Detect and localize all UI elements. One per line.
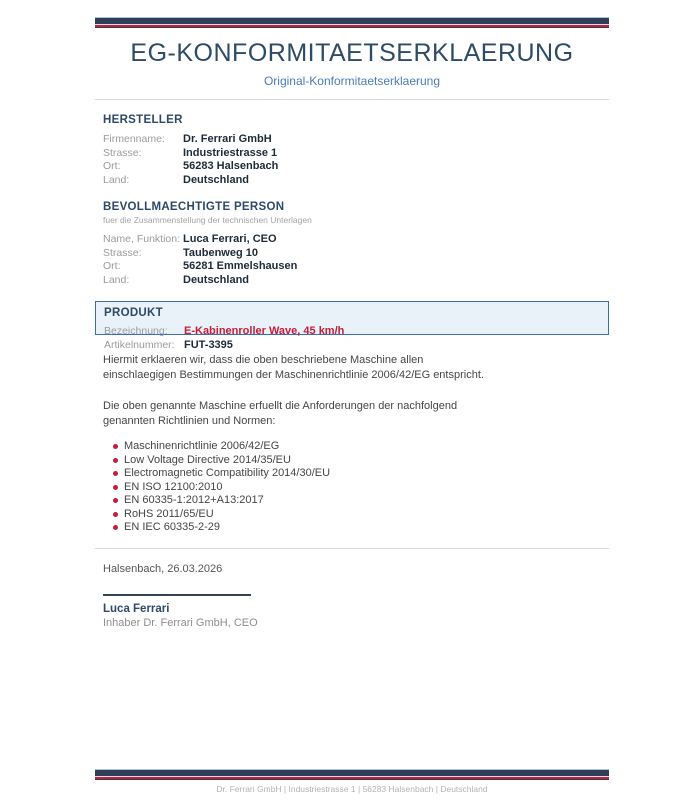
bullet-dot-icon — [113, 485, 118, 490]
page-footer — [95, 769, 609, 794]
field-row-land — [95, 274, 609, 288]
field-value: 56283 Halsenbach — [183, 160, 279, 172]
paragraph-line: Die oben genannte Maschine erfuellt die Anforderungen der nachfolgend — [103, 400, 458, 412]
standard-item — [95, 495, 609, 506]
field-row-strasse — [95, 247, 609, 261]
produkt-heading: PRODUKT — [104, 307, 163, 319]
field-row-land — [95, 174, 609, 188]
field-label: Land: — [103, 173, 130, 186]
declaration-paragraph-1 — [95, 353, 609, 383]
standard-label: EN 60335-1:2012+A13:2017 — [124, 494, 264, 506]
field-label: Artikelnummer: — [104, 338, 175, 351]
standard-item — [95, 482, 609, 493]
standard-label: RoHS 2011/65/EU — [124, 507, 214, 520]
field-row-ort — [95, 260, 609, 274]
standard-item — [95, 522, 609, 533]
field-row-name-funktion — [95, 233, 609, 247]
field-value: Deutschland — [183, 173, 250, 186]
standard-item — [95, 441, 609, 452]
standard-label: Maschinenrichtlinie 2006/42/EG — [124, 440, 280, 452]
field-label: Ort: — [103, 260, 121, 272]
field-label: Ort: — [103, 160, 121, 172]
field-value: Taubenweg 10 — [183, 246, 258, 259]
paragraph-line: einschlaegigen Bestimmungen der Maschinenrichtlinie 2006/42/EG entspricht. — [103, 369, 484, 381]
place-and-date: Halsenbach, 26.03.2026 — [103, 563, 223, 575]
field-value: Luca Ferrari, CEO — [183, 233, 277, 245]
standard-item — [95, 509, 609, 520]
standards-list — [95, 441, 609, 533]
field-label: Bezeichnung: — [104, 325, 168, 337]
signature-line — [103, 594, 251, 596]
document-page — [95, 17, 609, 629]
declaration-paragraph-2 — [95, 399, 609, 429]
standard-label: Low Voltage Directive 2014/35/EU — [124, 453, 291, 466]
section-hersteller — [95, 114, 609, 187]
header-rule — [95, 99, 609, 100]
stripe-navy-thin — [95, 27, 609, 28]
bevollmaechtigte-subheading: fuer die Zusammenstellung der technischen Unterlagen — [103, 215, 312, 225]
field-value: 56281 Emmelshausen — [183, 260, 298, 272]
bullet-dot-icon — [113, 512, 118, 517]
signature-rule — [95, 548, 609, 549]
page-title: EG-KONFORMITAETSERKLAERUNG — [130, 39, 574, 67]
footer-company-line: Dr. Ferrari GmbH | Industriestrasse 1 | 56283 Halsenbach | Deutschland — [216, 784, 488, 794]
section-bevollmaechtigte-person — [95, 201, 609, 287]
product-highlight-box — [95, 301, 609, 351]
paragraph-line: genannten Richtlinien und Normen: — [103, 415, 276, 427]
signatory-role: Inhaber Dr. Ferrari GmbH, CEO — [103, 617, 258, 629]
field-row-ort — [95, 160, 609, 174]
bullet-dot-icon — [113, 471, 118, 476]
field-label: Land: — [103, 273, 130, 286]
standard-item — [95, 468, 609, 479]
header-stripe-bar — [95, 17, 609, 28]
bullet-dot-icon — [113, 458, 118, 463]
field-value: Deutschland — [183, 273, 250, 286]
bullet-dot-icon — [113, 498, 118, 503]
field-row-bezeichnung — [96, 325, 608, 339]
page-subtitle: Original-Konformitaetserklaerung — [263, 74, 441, 88]
signatory-name: Luca Ferrari — [103, 603, 170, 615]
field-label: Firmenname: — [103, 133, 165, 145]
bullet-dot-icon — [113, 444, 118, 449]
field-row-artikelnummer — [96, 339, 608, 353]
field-label: Strasse: — [103, 146, 142, 159]
footer-stripe-bar — [95, 769, 609, 780]
standard-label: EN ISO 12100:2010 — [124, 480, 223, 493]
field-label: Name, Funktion: — [103, 233, 181, 245]
bullet-dot-icon — [113, 525, 118, 530]
bevollmaechtigte-heading: BEVOLLMAECHTIGTE PERSON — [103, 201, 285, 213]
standard-label: EN IEC 60335-2-29 — [124, 521, 220, 533]
field-row-strasse — [95, 147, 609, 161]
product-name-value: E-Kabinenroller Wave, 45 km/h — [184, 325, 345, 337]
paragraph-line: Hiermit erklaeren wir, dass die oben beschriebene Maschine allen — [103, 354, 424, 366]
field-row-firmenname — [95, 133, 609, 147]
field-value: Industriestrasse 1 — [183, 146, 278, 159]
field-label: Strasse: — [103, 246, 142, 259]
standard-label: Electromagnetic Compatibility 2014/30/EU — [124, 467, 331, 479]
standard-item — [95, 455, 609, 466]
article-number-value: FUT-3395 — [184, 338, 233, 351]
hersteller-heading: HERSTELLER — [103, 114, 183, 126]
field-value: Dr. Ferrari GmbH — [183, 133, 272, 145]
stripe-navy-thin — [95, 779, 609, 780]
